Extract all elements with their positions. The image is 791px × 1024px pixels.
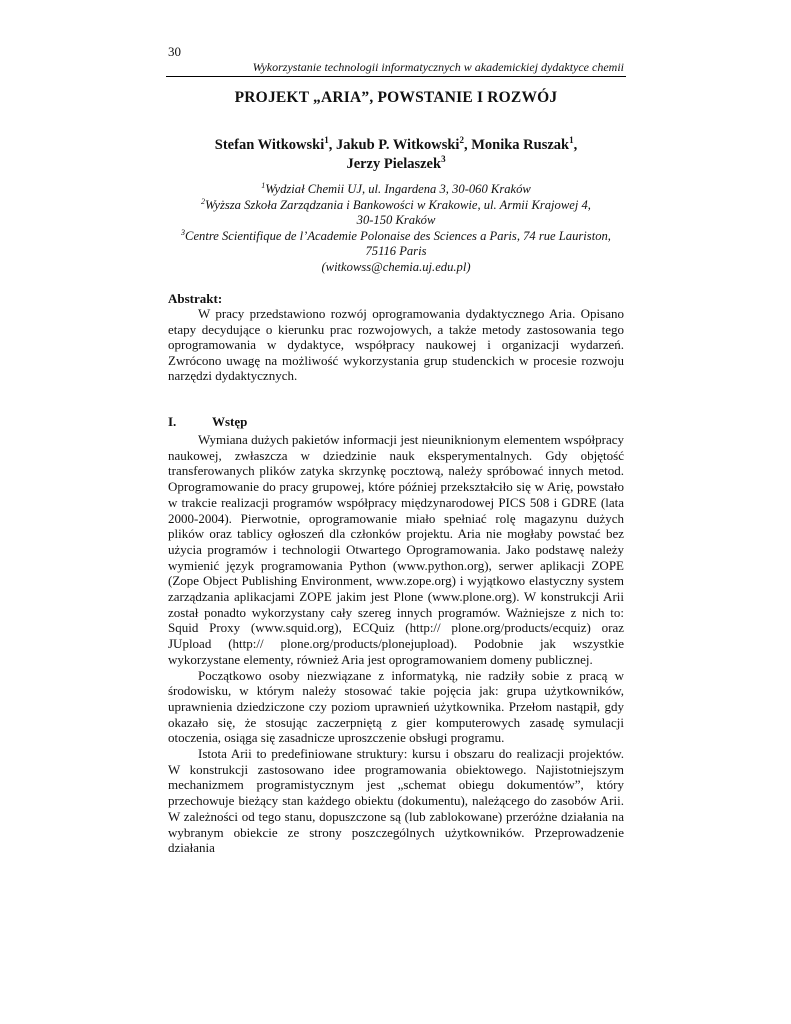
- section-number: I.: [168, 414, 177, 429]
- contact-email: (witkowss@chemia.uj.edu.pl): [321, 259, 471, 274]
- affiliation-marker: 1: [261, 180, 266, 190]
- affiliation-text: Wydział Chemii UJ, ul. Ingardena 3, 30-060 Kraków: [265, 182, 531, 196]
- affiliation-3: [150, 229, 642, 245]
- affiliation-marker: 2: [201, 196, 206, 206]
- affiliation-2-cont: 30-150 Kraków: [356, 213, 436, 228]
- author-name: , Jakub P. Witkowski: [328, 137, 460, 153]
- section-title: Wstęp: [212, 414, 248, 429]
- affiliation-text: Centre Scientifique de l’Academie Polonaise des Sciences a Paris, 74 rue Lauriston,: [185, 228, 611, 243]
- section-body: [168, 432, 624, 856]
- affiliations: [150, 182, 642, 276]
- author-name: Jerzy Pielaszek: [346, 156, 442, 172]
- author-separator: ,: [573, 137, 578, 153]
- abstract-heading: Abstrakt:: [168, 291, 223, 306]
- page-number: 30: [168, 44, 181, 59]
- affiliation-marker: 1: [324, 135, 329, 146]
- author-line-2: [166, 155, 626, 174]
- affiliation-text: Wyższa Szkoła Zarządzania i Bankowości w Krakowie, ul. Armii Krajowej 4,: [205, 197, 591, 212]
- body-paragraph: Wymiana dużych pakietów informacji jest nieuniknionym elementem współpracy naukowej, zwłaszcza w dziedzinie nauk eksperymentalnych. Gdy objętość transferowanych plików zatyka skrzynkę pocztową, należy spróbować innych metod. Oprogramowanie do pracy grupowej, które później przekształciło się w Arię, powstało w trakcie realizacji programów współpracy międzynarodowej PICS 508 i GDRE (lata 2000-2004). Pierwotnie, oprogramowanie miało spełniać rolę magazynu dużych plików oraz tablicy ogłoszeń dla członków projektu. Aria nie mogłaby powstać bez użycia programów i technologii Otwartego Oprogramowania. Jako podstawę należy wymienić język programowania Python (www.python.org), serwer aplikacji ZOPE (Zope Object Publishing Environment, www.zope.org) i wyjątkowo elastyczny system zarządzania aplikacjami ZOPE jakim jest Plone (www.plone.org). W konstrukcji Arii został ponadto wykorzystany cały szereg innych programów. Ważniejsze z nich to: Squid Proxy (www.squid.org), ECQuiz (http:// plone.org/products/ecquiz) oraz JUpload (http:// plone.org/products/plonejupload). Podobnie jak wszystkie wykorzystane elementy, również Aria jest oprogramowaniem domeny publicznej.: [168, 432, 624, 667]
- body-paragraph: Początkowo osoby niezwiązane z informatyką, nie radziły sobie z pracą w środowisku, w którym należy stosować takie pojęcia jak: grupa użytkowników, uprawnienia dziedziczone czy poziom uprawnień użytkownika. Przełom nastąpił, gdy okazało się, że stosując zaczerpniętą z gier komputerowych zasadę symulacji otoczenia, osiąga się zasadnicze uproszczenie obsługi programu.: [168, 667, 624, 746]
- section-heading: [168, 414, 247, 430]
- paper-title: PROJEKT „ARIA”, POWSTANIE I ROZWÓJ: [234, 89, 558, 106]
- running-header: Wykorzystanie technologii informatycznych w akademickiej dydaktyce chemii: [252, 60, 624, 74]
- affiliation-marker: 3: [181, 227, 186, 237]
- affiliation-marker: 1: [569, 135, 574, 146]
- header-rule: [166, 76, 626, 77]
- affiliation-1: [150, 182, 642, 198]
- affiliation-marker: 3: [441, 154, 446, 165]
- author-name: Stefan Witkowski: [214, 137, 325, 153]
- author-name: , Monika Ruszak: [463, 137, 570, 153]
- abstract-text: W pracy przedstawiono rozwój oprogramowania dydaktycznego Aria. Opisano etapy decydujące o kierunku prac rozwojowych, a także metody zastosowania tego oprogramowania w dydaktyce, współpracy naukowej i organizacji wydarzeń. Zwrócono uwagę na możliwość wykorzystania grup studenckich w procesie rozwoju narzędzi dydaktycznych.: [168, 306, 624, 383]
- body-paragraph: Istota Arii to predefiniowane struktury: kursu i obszaru do realizacji projektów. W konstrukcji zastosowano idee programowania obiektowego. Najistotniejszym mechanizmem programistycznym jest „schemat obiegu dokumentów”, który przechowuje bieżący stan każdego obiektu (dokumentu), należącego do zasobów Arii. W zależności od tego stanu, dopuszczone są (lub zablokowane) przeróżne działania na wybranym obiekcie ze strony poszczególnych użytkowników. Przeprowadzenie działania: [168, 746, 624, 856]
- author-line-1: [166, 136, 626, 155]
- affiliation-marker: 2: [459, 135, 464, 146]
- affiliation-3-cont: 75116 Paris: [365, 244, 427, 259]
- author-list: [166, 136, 626, 174]
- affiliation-2: [150, 198, 642, 214]
